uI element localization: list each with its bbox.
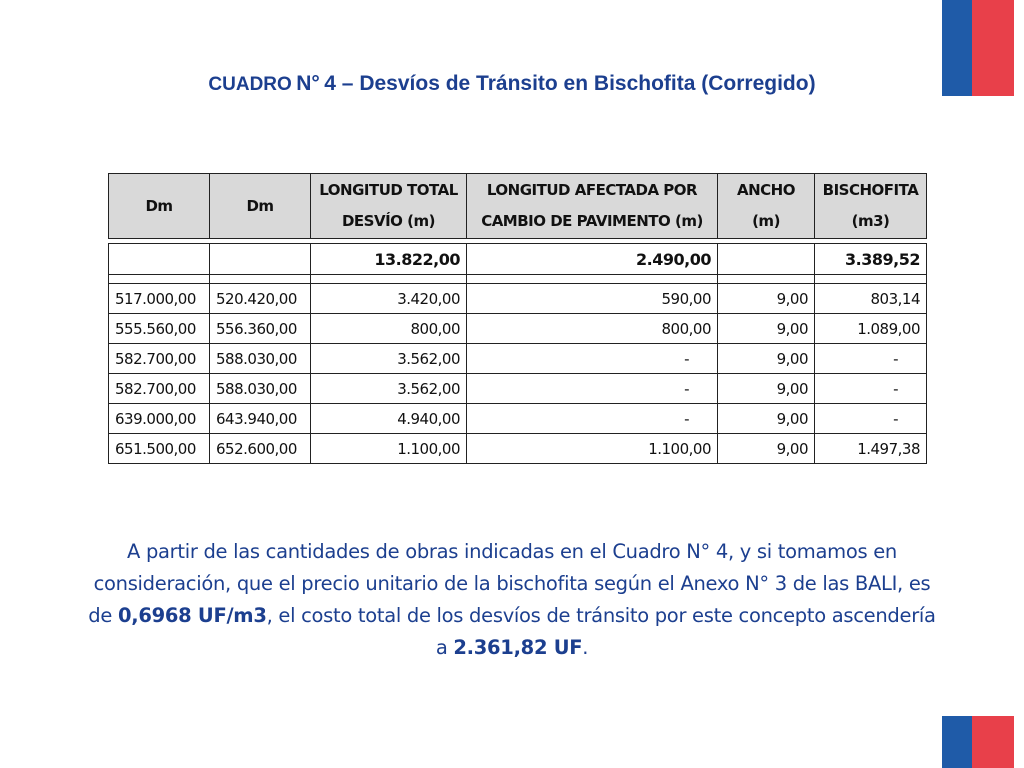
table-row: 517.000,00 520.420,00 3.420,00 590,00 9,00 803,14 [109, 284, 927, 314]
bischofita-sum: 3.389,52 [815, 244, 927, 275]
detours-table [108, 173, 927, 464]
header-total-length: LONGITUD TOTAL DESVÍO (m) [311, 174, 467, 239]
table-row: 639.000,00 643.940,00 4.940,00 - 9,00 - [109, 404, 927, 434]
total-cost: 2.361,82 UF [453, 636, 583, 659]
title-main: 4 – Desvíos de Tránsito en Bischofita (Corregido) [324, 72, 816, 95]
header-dm-start: Dm [109, 174, 210, 239]
table-row: 555.560,00 556.360,00 800,00 800,00 9,00 1.089,00 [109, 314, 927, 344]
table-row: 582.700,00 588.030,00 3.562,00 - 9,00 - [109, 344, 927, 374]
table-total-row [109, 244, 927, 275]
table-row: 651.500,00 652.600,00 1.100,00 1.100,00 9,00 1.497,38 [109, 434, 927, 464]
flag-blue-stripe [942, 716, 972, 768]
page-title [0, 72, 1024, 96]
header-affected-length: LONGITUD AFECTADA POR CAMBIO DE PAVIMENTO (m) [467, 174, 718, 239]
flag-decoration-bottom [942, 716, 1014, 768]
header-dm-end: Dm [210, 174, 311, 239]
title-prefix: CUADRO [208, 74, 292, 95]
affected-length-sum: 2.490,00 [467, 244, 718, 275]
table-header-row [109, 174, 927, 239]
total-length-sum: 13.822,00 [311, 244, 467, 275]
flag-red-stripe [972, 716, 1014, 768]
header-width: ANCHO (m) [718, 174, 815, 239]
header-bischofita: BISCHOFITA (m3) [815, 174, 927, 239]
summary-paragraph: A partir de las cantidades de obras indicadas en el Cuadro N° 4, y si tomamos en consideración, que el precio unitario de la bischofita según el Anexo N° 3 de las BALI, es de 0,6968 UF/m3, el costo total de los desvíos de tránsito por este concepto ascendería a 2.361,82 UF. [88, 540, 936, 659]
title-number-sign: N° [296, 72, 320, 95]
table-row: 582.700,00 588.030,00 3.562,00 - 9,00 - [109, 374, 927, 404]
unit-price: 0,6968 UF/m3 [117, 604, 267, 627]
